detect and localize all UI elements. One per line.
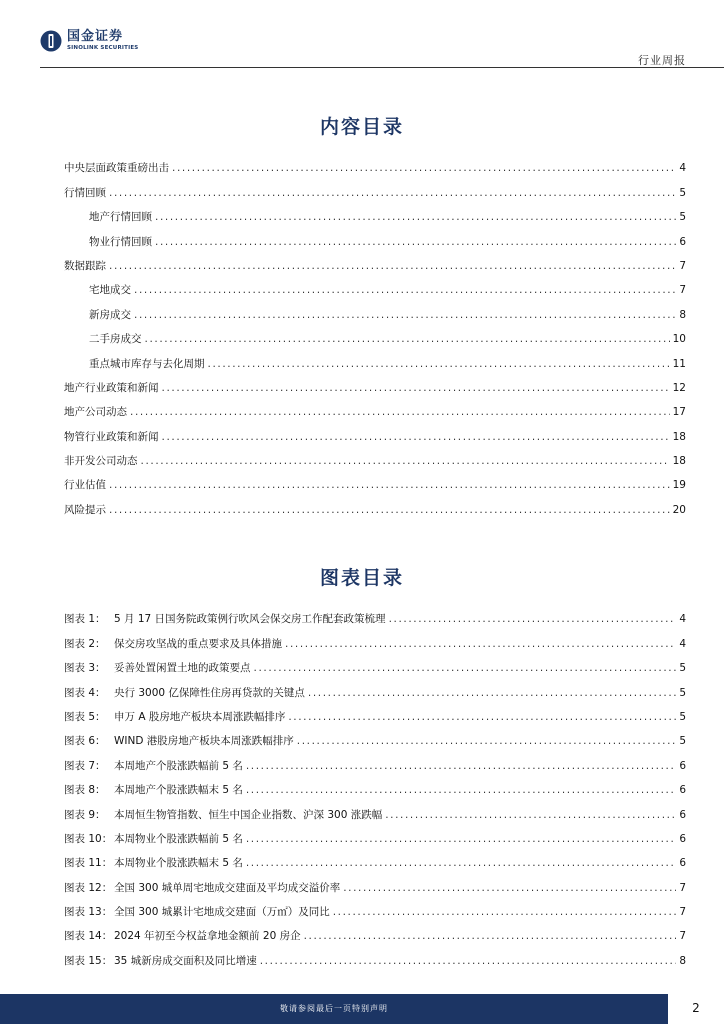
toc-entry-page: 19 <box>672 479 686 492</box>
contents-list <box>64 150 686 516</box>
toc-entry[interactable] <box>64 223 686 247</box>
toc-entry-label: 物管行业政策和新闻 <box>64 430 159 443</box>
figure-entry-number: 图表 12： <box>64 881 113 894</box>
report-type-label: 行业周报 <box>638 54 686 67</box>
dot-leader <box>109 479 670 491</box>
dot-leader <box>172 162 676 174</box>
figure-entry[interactable] <box>64 821 686 845</box>
dot-leader <box>109 187 676 199</box>
figure-entry[interactable] <box>64 772 686 796</box>
page-header <box>0 0 724 68</box>
toc-entry-page: 7 <box>679 259 686 272</box>
figure-entry-number: 图表 8： <box>64 784 106 797</box>
dot-leader <box>162 382 670 394</box>
page-footer <box>0 994 724 1024</box>
toc-entry-page: 4 <box>679 162 686 175</box>
header-divider <box>40 67 724 68</box>
dot-leader <box>260 955 677 967</box>
logo-english-name: SINOLINK SECURITIES <box>67 45 139 51</box>
dot-leader <box>134 284 676 296</box>
toc-entry-page: 10 <box>672 333 686 346</box>
figure-entry-page: 6 <box>679 759 686 772</box>
figure-entry-number: 图表 15： <box>64 954 113 967</box>
toc-entry[interactable] <box>64 467 686 491</box>
figure-entry-number: 图表 4： <box>64 686 106 699</box>
dot-leader <box>333 906 677 918</box>
figure-entry-label: 本周物业个股涨跌幅前 5 名 <box>114 832 243 845</box>
toc-entry-page: 20 <box>672 503 686 516</box>
figures-list <box>64 601 686 967</box>
figure-entry-label: 全国 300 城单周宅地成交建面及平均成交溢价率 <box>114 881 341 894</box>
toc-entry[interactable] <box>64 443 686 467</box>
figure-entry-number: 图表 5： <box>64 710 106 723</box>
toc-entry-label: 地产行业政策和新闻 <box>64 381 159 394</box>
dot-leader <box>246 833 676 845</box>
figure-entry[interactable] <box>64 747 686 771</box>
toc-entry[interactable] <box>64 418 686 442</box>
figure-entry-page: 5 <box>679 710 686 723</box>
toc-entry[interactable] <box>64 394 686 418</box>
toc-entry-label: 数据跟踪 <box>64 259 106 272</box>
dot-leader <box>308 687 676 699</box>
toc-entry-label: 物业行情回顾 <box>89 235 152 248</box>
figure-entry-label: 2024 年初至今权益拿地金额前 20 房企 <box>114 930 301 943</box>
figure-entry-number: 图表 6： <box>64 735 106 748</box>
dot-leader <box>343 882 676 894</box>
figure-entry[interactable] <box>64 894 686 918</box>
toc-entry-page: 5 <box>679 186 686 199</box>
figure-entry-label: 本周恒生物管指数、恒生中国企业指数、沪深 300 涨跌幅 <box>114 808 383 821</box>
figure-entry-page: 5 <box>679 662 686 675</box>
figure-entry-number: 图表 14： <box>64 930 113 943</box>
figure-entry[interactable] <box>64 918 686 942</box>
toc-entry-page: 6 <box>679 235 686 248</box>
toc-entry[interactable] <box>64 370 686 394</box>
figure-entry-label: 全国 300 城累计宅地成交建面（万㎡）及同比 <box>114 906 330 919</box>
toc-entry[interactable] <box>64 321 686 345</box>
toc-entry-label: 新房成交 <box>89 308 131 321</box>
toc-entry-label: 地产公司动态 <box>64 406 127 419</box>
dot-leader <box>254 662 677 674</box>
toc-entry-page: 18 <box>672 455 686 468</box>
toc-entry-label: 非开发公司动态 <box>64 455 138 468</box>
dot-leader <box>246 784 676 796</box>
toc-entry[interactable] <box>64 272 686 296</box>
figure-entry-page: 4 <box>679 613 686 626</box>
dot-leader <box>246 857 676 869</box>
figure-entry-number: 图表 1： <box>64 613 106 626</box>
page-number: 2 <box>692 1001 700 1015</box>
figure-entry[interactable] <box>64 625 686 649</box>
figure-entry[interactable] <box>64 699 686 723</box>
toc-entry[interactable] <box>64 491 686 515</box>
figure-entry-number: 图表 10： <box>64 832 113 845</box>
toc-entry-page: 7 <box>679 284 686 297</box>
toc-entry[interactable] <box>64 296 686 320</box>
dot-leader <box>145 333 670 345</box>
figure-entry-page: 6 <box>679 832 686 845</box>
figure-entry-number: 图表 2： <box>64 637 106 650</box>
toc-entry-label: 宅地成交 <box>89 284 131 297</box>
figure-entry-number: 图表 9： <box>64 808 106 821</box>
dot-leader <box>297 735 677 747</box>
figure-entry-label: 本周物业个股涨跌幅末 5 名 <box>114 857 243 870</box>
footer-notice: 敬请参阅最后一页特别声明 <box>280 1004 388 1013</box>
figure-entry-page: 5 <box>679 735 686 748</box>
figure-entry-label: WIND 港股房地产板块本周涨跌幅排序 <box>114 735 294 748</box>
sinolink-logo-icon <box>40 30 62 52</box>
figures-title: 图表目录 <box>319 567 404 589</box>
dot-leader <box>389 613 677 625</box>
logo-chinese-name: 国金证券 <box>67 29 124 44</box>
figure-entry[interactable] <box>64 650 686 674</box>
figure-entry-label: 妥善处置闲置土地的政策要点 <box>114 662 251 675</box>
toc-entry-page: 8 <box>679 308 686 321</box>
figure-entry-page: 8 <box>679 954 686 967</box>
dot-leader <box>208 358 670 370</box>
company-logo <box>40 30 138 52</box>
dot-leader <box>155 236 676 248</box>
figure-entry-page: 7 <box>679 930 686 943</box>
figure-entry-label: 保交房攻坚战的重点要求及具体措施 <box>114 637 282 650</box>
toc-entry-label: 行情回顾 <box>64 186 106 199</box>
toc-entry[interactable] <box>64 150 686 174</box>
figure-entry-label: 央行 3000 亿保障性住房再贷款的关键点 <box>114 686 305 699</box>
toc-entry-page: 18 <box>672 430 686 443</box>
toc-entry-label: 重点城市库存与去化周期 <box>89 357 205 370</box>
toc-entry-label: 风险提示 <box>64 503 106 516</box>
figure-entry-number: 图表 7： <box>64 759 106 772</box>
figure-entry-page: 5 <box>679 686 686 699</box>
figure-entry-label: 申万 A 股房地产板块本周涨跌幅排序 <box>114 710 286 723</box>
toc-entry-page: 5 <box>679 211 686 224</box>
figure-entry-label: 本周地产个股涨跌幅末 5 名 <box>114 784 243 797</box>
toc-entry-page: 17 <box>672 406 686 419</box>
figure-entry-page: 7 <box>679 906 686 919</box>
dot-leader <box>134 309 676 321</box>
figure-entry-label: 35 城新房成交面积及同比增速 <box>114 954 257 967</box>
figure-entry[interactable] <box>64 601 686 625</box>
dot-leader <box>385 809 676 821</box>
dot-leader <box>246 760 676 772</box>
toc-entry[interactable] <box>64 174 686 198</box>
figure-entry[interactable] <box>64 796 686 820</box>
toc-entry-label: 二手房成交 <box>89 333 142 346</box>
dot-leader <box>141 455 670 467</box>
figure-entry-number: 图表 13： <box>64 906 113 919</box>
toc-entry-label: 地产行情回顾 <box>89 211 152 224</box>
toc-entry[interactable] <box>64 199 686 223</box>
figure-entry-number: 图表 3： <box>64 662 106 675</box>
figure-entry-page: 7 <box>679 881 686 894</box>
dot-leader <box>155 211 676 223</box>
toc-entry[interactable] <box>64 345 686 369</box>
figure-entry-page: 6 <box>679 857 686 870</box>
figure-entry[interactable] <box>64 845 686 869</box>
figure-entry-label: 本周地产个股涨跌幅前 5 名 <box>114 759 243 772</box>
toc-entry[interactable] <box>64 248 686 272</box>
figure-entry-page: 4 <box>679 637 686 650</box>
figure-entry[interactable] <box>64 674 686 698</box>
figure-entry-label: 5 月 17 日国务院政策例行吹风会保交房工作配套政策梳理 <box>114 613 386 626</box>
dot-leader <box>109 504 670 516</box>
figure-entry[interactable] <box>64 869 686 893</box>
dot-leader <box>288 711 676 723</box>
toc-entry-page: 11 <box>672 357 686 370</box>
dot-leader <box>304 930 677 942</box>
dot-leader <box>162 431 670 443</box>
figure-entry-page: 6 <box>679 784 686 797</box>
contents-title: 内容目录 <box>319 116 404 138</box>
figure-entry-page: 6 <box>679 808 686 821</box>
figure-entry[interactable] <box>64 942 686 966</box>
toc-entry-label: 中央层面政策重磅出击 <box>64 162 169 175</box>
toc-entry-page: 12 <box>672 381 686 394</box>
figure-entry-number: 图表 11： <box>64 857 113 870</box>
toc-entry-label: 行业估值 <box>64 479 106 492</box>
dot-leader <box>130 406 670 418</box>
dot-leader <box>109 260 676 272</box>
figure-entry[interactable] <box>64 723 686 747</box>
dot-leader <box>285 638 676 650</box>
